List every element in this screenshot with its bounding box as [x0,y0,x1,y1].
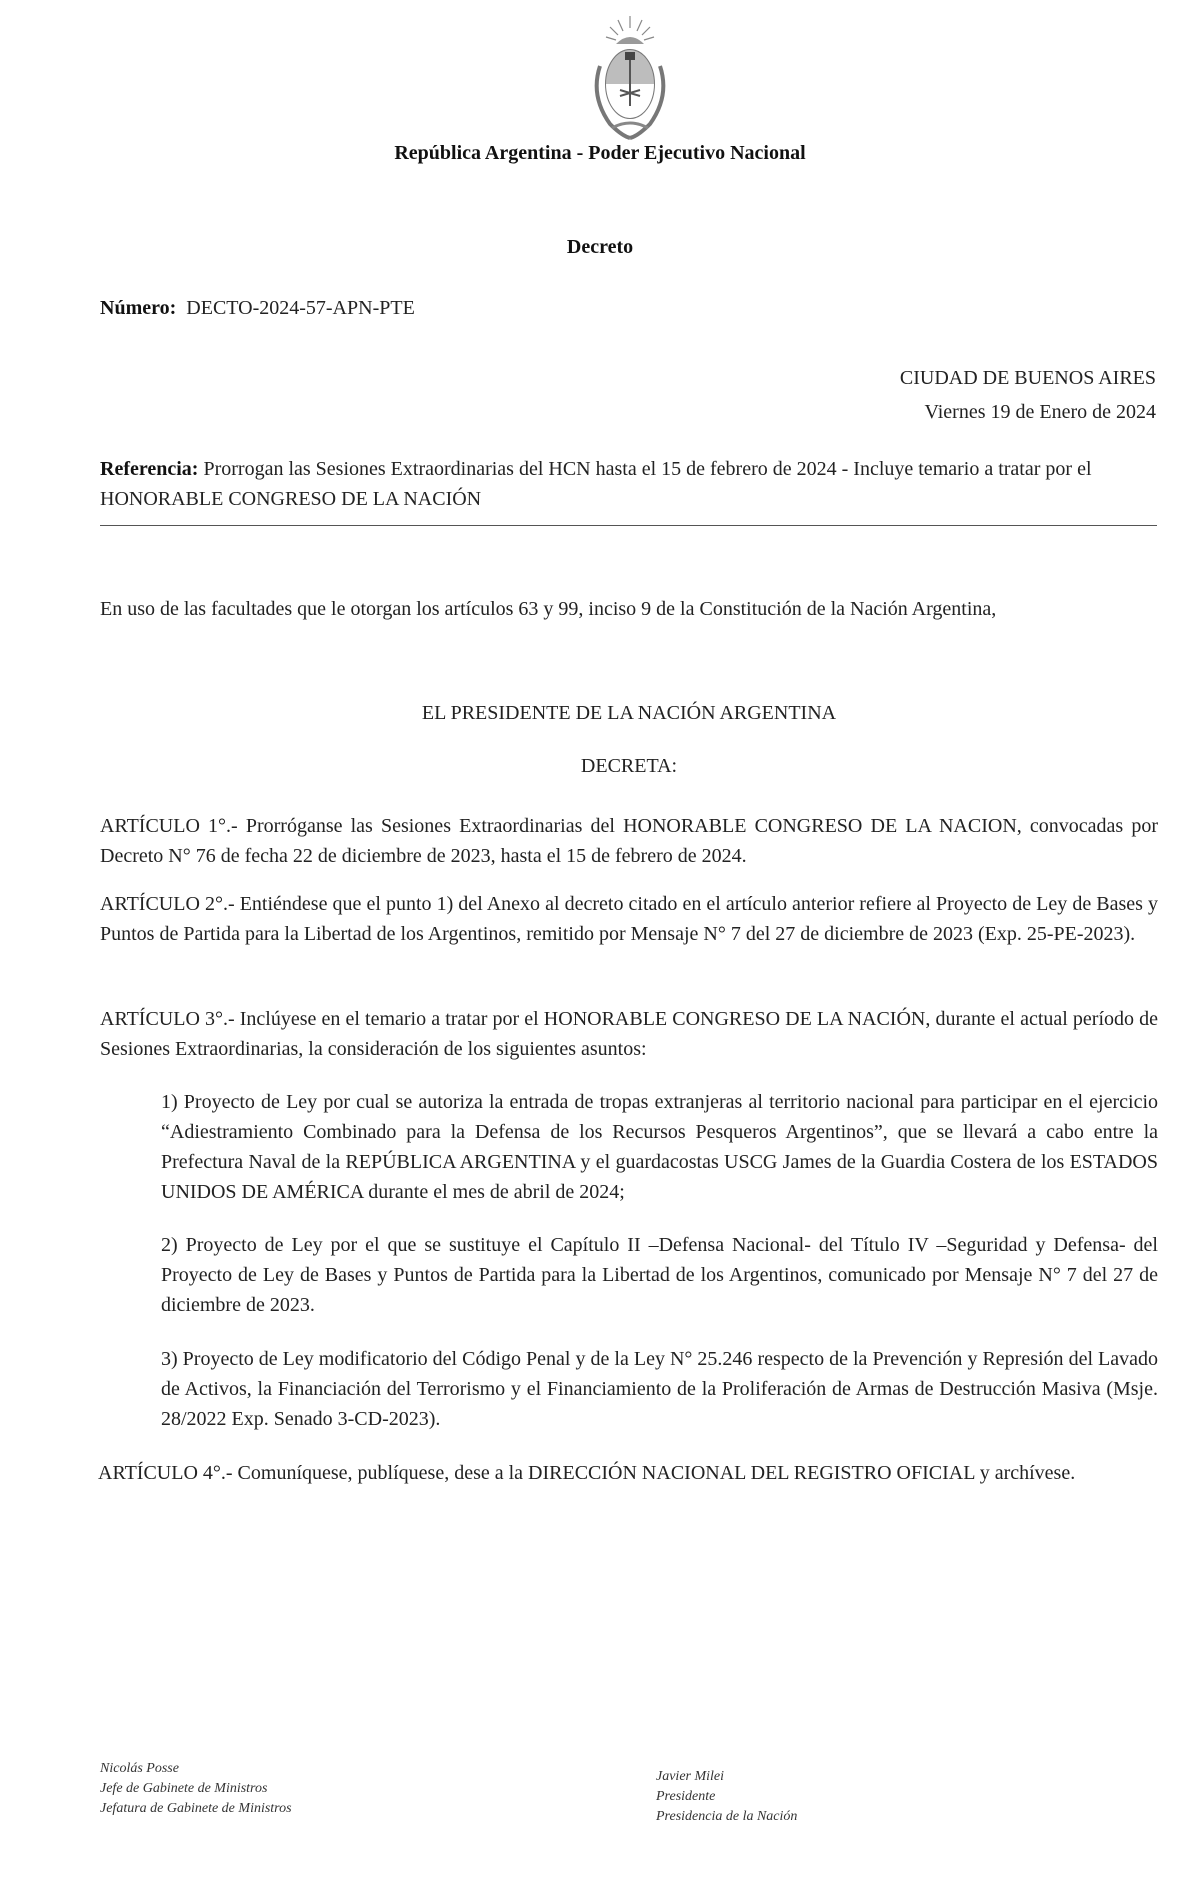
signature-block-president [656,1767,797,1827]
decree-number [100,297,415,320]
article-3-item-3: 3) Proyecto de Ley modificatorio del Código Penal y de la Ley N° 25.246 respecto de la Prevención y Represión del Lavado de Activos, la Financiación del Terrorismo y el Financiamiento de la Proliferación de Armas de Destrucción Masiva (Msje. 28/2022 Exp. Senado 3-CD-2023). [161,1348,1158,1430]
article-4: ARTÍCULO 4°.- Comuníquese, publíquese, dese a la DIRECCIÓN NACIONAL DEL REGISTRO OFICIAL y archívese. [98,1462,1076,1484]
signer-name: Nicolás Posse [100,1761,179,1776]
article-3-item-2: 2) Proyecto de Ley por el que se sustituye el Capítulo II –Defensa Nacional- del Título IV –Seguridad y Defensa- del Proyecto de Ley de Bases y Puntos de Partida para la Libertad de los Argentinos, comunicado por Mensaje N° 7 del 27 de diciembre de 2023. [161,1234,1158,1316]
signer-office: Presidencia de la Nación [656,1809,798,1824]
decree-number-label: Número: [100,297,177,319]
article-1: ARTÍCULO 1°.- Prorróganse las Sesiones Extraordinarias del HONORABLE CONGRESO DE LA NACION, convocadas por Decreto N° 76 de fecha 22 de diciembre de 2023, hasta el 15 de febrero de 2024. [100,815,1158,867]
article-3: ARTÍCULO 3°.- Inclúyese en el temario a tratar por el HONORABLE CONGRESO DE LA NACIÓN, durante el actual período de Sesiones Extraordinarias, la consideración de los siguientes asuntos: [100,1008,1158,1060]
reference [100,454,1140,514]
signer-office: Jefatura de Gabinete de Ministros [100,1801,292,1816]
date: Viernes 19 de Enero de 2024 [924,401,1156,423]
signer-name: Javier Milei [656,1769,725,1784]
reference-text: Prorrogan las Sesiones Extraordinarias del HCN hasta el 15 de febrero de 2024 - Incluye temario a tratar por el HONORABLE CONGRESO DE LA NACIÓN [100,458,1092,510]
document-type: Decreto [566,236,634,258]
header-title: República Argentina - Poder Ejecutivo Nacional [394,142,806,164]
signature-block-chief-of-cabinet [100,1759,292,1819]
place-and-date [900,361,1156,429]
president-heading: EL PRESIDENTE DE LA NACIÓN ARGENTINA [421,702,837,724]
city: CIUDAD DE BUENOS AIRES [899,367,1156,389]
signer-role: Jefe de Gabinete de Ministros [100,1781,268,1796]
decree-number-value: DECTO-2024-57-APN-PTE [186,297,415,319]
reference-label: Referencia: [100,458,199,480]
divider [100,525,1157,526]
article-3-item-1: 1) Proyecto de Ley por cual se autoriza la entrada de tropas extranjeras al territorio nacional para participar en el ejercicio “Adiestramiento Combinado para la Defensa de los Recursos Pesqueros Argentinos”, que se llevará a cabo entre la Prefectura Naval de la REPÚBLICA ARGENTINA y el guardacostas USCG James de la Guardia Costera de los ESTADOS UNIDOS DE AMÉRICA durante el mes de abril de 2024; [161,1091,1158,1203]
signer-role: Presidente [656,1789,716,1804]
coat-of-arms-icon [588,14,672,144]
decreta-heading: DECRETA: [580,755,678,777]
article-2: ARTÍCULO 2°.- Entiéndese que el punto 1) del Anexo al decreto citado en el artículo anterior refiere al Proyecto de Ley de Bases y Puntos de Partida para la Libertad de los Argentinos, remitido por Mensaje N° 7 del 27 de diciembre de 2023 (Exp. 25-PE-2023). [100,893,1158,945]
preamble: En uso de las facultades que le otorgan los artículos 63 y 99, inciso 9 de la Constitución de la Nación Argentina, [100,598,997,620]
